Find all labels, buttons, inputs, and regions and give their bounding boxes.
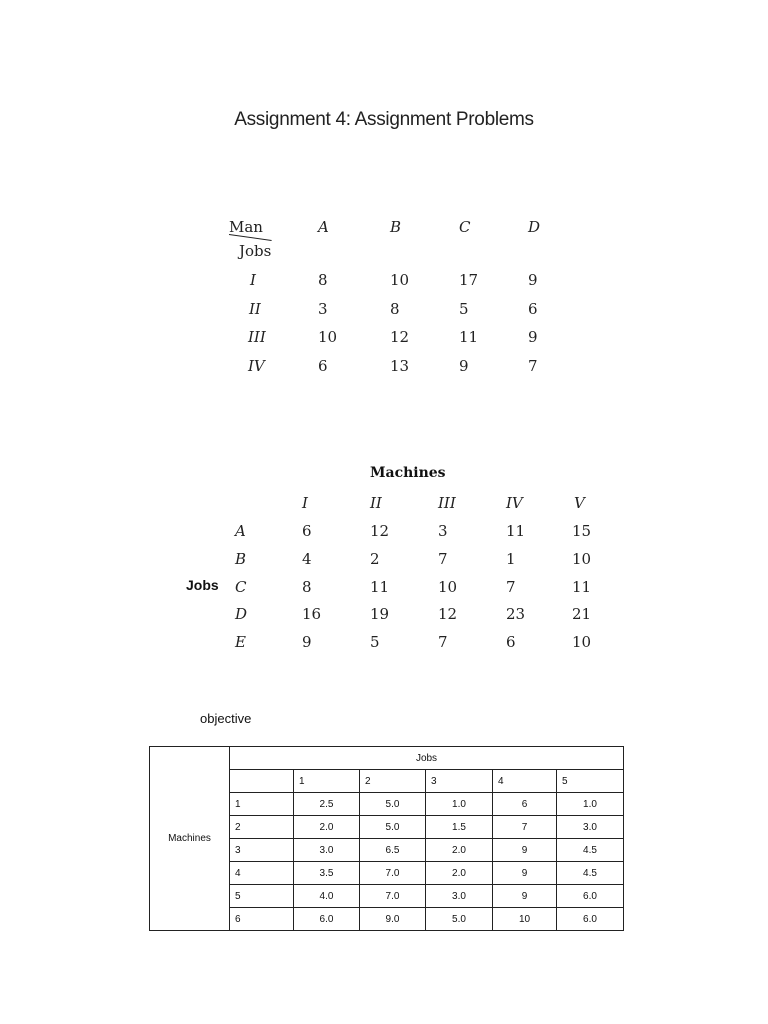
table-cell: 10 [572, 633, 592, 651]
table-cell: 8 [390, 300, 400, 318]
row-label: A [235, 522, 246, 540]
table-cell: 7.0 [360, 862, 426, 885]
machines-header: Machines [370, 465, 446, 481]
table-cell: 1.5 [426, 816, 493, 839]
table-cell: 6 [318, 357, 328, 375]
table-cell: 9 [493, 862, 557, 885]
table-cell: 11 [572, 578, 592, 596]
table-cell: 10 [438, 578, 458, 596]
table-cell: 12 [438, 605, 458, 623]
table-cell: 3.0 [426, 885, 493, 908]
table-cell: 9 [528, 328, 538, 346]
table-cell: 12 [390, 328, 410, 346]
jobs-column-header: Jobs [230, 747, 624, 770]
table-cell: 21 [572, 605, 592, 623]
table-cell: 2.5 [294, 793, 360, 816]
table-cell: 7 [506, 578, 516, 596]
table-cell: 6 [493, 793, 557, 816]
table-cell: 3 [318, 300, 328, 318]
col-header: 4 [493, 770, 557, 793]
col-header: III [438, 494, 456, 512]
col-header: V [574, 494, 585, 512]
machines-row-header: Machines [150, 747, 230, 931]
row-label: D [235, 605, 248, 623]
empty-header-cell [230, 770, 294, 793]
table-cell: 16 [302, 605, 322, 623]
col-header: 2 [360, 770, 426, 793]
table-cell: 17 [459, 271, 479, 289]
table-cell: 8 [318, 271, 328, 289]
col-header: II [370, 494, 382, 512]
corner-jobs-label: Jobs [239, 242, 272, 260]
table-cell: 5 [370, 633, 380, 651]
table-cell: 3.0 [557, 816, 624, 839]
row-label: 3 [230, 839, 294, 862]
table-cell: 10 [572, 550, 592, 568]
objective-label: objective [200, 711, 252, 726]
table-cell: 23 [506, 605, 526, 623]
table-cell: 5.0 [426, 908, 493, 931]
col-header: A [318, 218, 329, 236]
table-cell: 4 [302, 550, 312, 568]
table-cell: 9 [459, 357, 469, 375]
table-cell: 2 [370, 550, 380, 568]
table-cell: 3.5 [294, 862, 360, 885]
table-cell: 6 [528, 300, 538, 318]
table-cell: 9.0 [360, 908, 426, 931]
table-cell: 12 [370, 522, 390, 540]
table-cell: 6.0 [557, 885, 624, 908]
table-cell: 1 [506, 550, 516, 568]
col-header: 1 [294, 770, 360, 793]
row-label: C [235, 578, 247, 596]
row-label: 4 [230, 862, 294, 885]
col-header: IV [506, 494, 523, 512]
table-cell: 2.0 [426, 839, 493, 862]
col-header: I [302, 494, 308, 512]
col-header: C [459, 218, 471, 236]
row-label: 1 [230, 793, 294, 816]
table-cell: 4.5 [557, 839, 624, 862]
col-header: D [528, 218, 541, 236]
table-cell: 5 [459, 300, 469, 318]
table-cell: 6 [506, 633, 516, 651]
table-cell: 3 [438, 522, 448, 540]
table-cell: 9 [528, 271, 538, 289]
table-cell: 5.0 [360, 793, 426, 816]
table-cell: 10 [390, 271, 410, 289]
table-cell: 8 [302, 578, 312, 596]
table-cell: 7 [438, 633, 448, 651]
page-title: Assignment 4: Assignment Problems [234, 109, 534, 130]
table-cell: 19 [370, 605, 390, 623]
table-cell: 11 [506, 522, 526, 540]
corner-man-label: Man [229, 218, 263, 236]
table-cell: 11 [370, 578, 390, 596]
table-cell: 5.0 [360, 816, 426, 839]
table-cell: 4.5 [557, 862, 624, 885]
table-cell: 10 [318, 328, 338, 346]
table-cell: 9 [302, 633, 312, 651]
table-cell: 6.5 [360, 839, 426, 862]
col-header: 3 [426, 770, 493, 793]
table-cell: 7 [493, 816, 557, 839]
table-cell: 6 [302, 522, 312, 540]
row-label: E [235, 633, 246, 651]
table-cell: 1.0 [557, 793, 624, 816]
table-cell: 2.0 [294, 816, 360, 839]
machines-jobs-table [149, 746, 624, 931]
row-label: B [235, 550, 247, 568]
table-cell: 2.0 [426, 862, 493, 885]
row-label: 6 [230, 908, 294, 931]
row-label: IV [248, 357, 265, 375]
table-cell: 6.0 [557, 908, 624, 931]
col-header: 5 [557, 770, 624, 793]
table-cell: 7 [528, 357, 538, 375]
row-label: 2 [230, 816, 294, 839]
table-cell: 10 [493, 908, 557, 931]
table-cell: 7.0 [360, 885, 426, 908]
table-cell: 9 [493, 839, 557, 862]
table-cell: 3.0 [294, 839, 360, 862]
table-cell: 1.0 [426, 793, 493, 816]
table-cell: 4.0 [294, 885, 360, 908]
table-cell: 13 [390, 357, 410, 375]
row-label: III [248, 328, 266, 346]
jobs-header: Jobs [186, 577, 219, 593]
row-label: 5 [230, 885, 294, 908]
row-label: I [250, 271, 256, 289]
table-cell: 6.0 [294, 908, 360, 931]
table-cell: 7 [438, 550, 448, 568]
row-label: II [249, 300, 261, 318]
table-cell: 9 [493, 885, 557, 908]
table-cell: 11 [459, 328, 479, 346]
col-header: B [390, 218, 402, 236]
table-cell: 15 [572, 522, 592, 540]
